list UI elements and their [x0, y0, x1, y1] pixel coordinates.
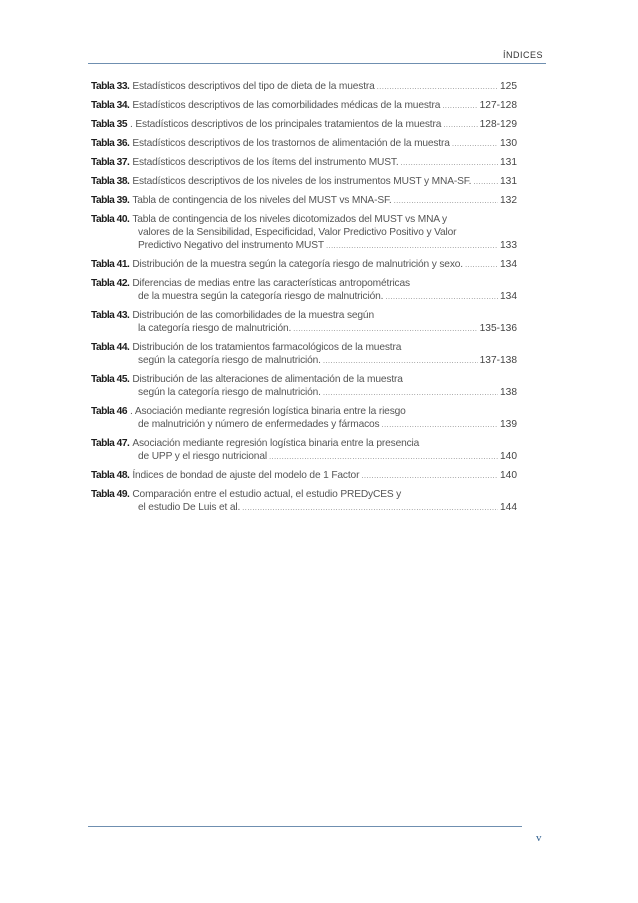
dot-leader — [242, 501, 498, 514]
toc-entry-page: 128-129 — [479, 119, 517, 130]
toc-entry-label: Tabla 49. — [91, 489, 130, 500]
toc-entry-line — [91, 373, 517, 386]
toc-entry[interactable] — [91, 194, 517, 207]
toc-entry[interactable] — [91, 488, 517, 514]
dot-leader — [377, 80, 498, 93]
toc-entry-page: 131 — [500, 157, 517, 168]
toc-entry-line — [91, 156, 517, 169]
toc-entry[interactable] — [91, 277, 517, 303]
toc-entry-page: 140 — [500, 470, 517, 481]
toc-entry-title: Estadísticos descriptivos de los ítems del instrumento MUST. — [132, 157, 399, 168]
toc-entry-line — [91, 80, 517, 93]
dot-leader — [326, 239, 498, 252]
toc-entry-line — [91, 277, 517, 290]
toc-entry-page: 134 — [500, 291, 517, 302]
toc-entry-page: 132 — [500, 195, 517, 206]
dot-leader — [382, 418, 498, 431]
toc-entry-label: Tabla 42. — [91, 278, 130, 289]
toc-entry-line — [91, 99, 517, 112]
toc-entry-title: Asociación mediante regresión logística binaria entre la presencia — [132, 438, 420, 449]
toc-entry-line — [91, 354, 517, 367]
toc-entry-label: Tabla 37. — [91, 157, 130, 168]
toc-entry[interactable] — [91, 99, 517, 112]
toc-entry-label: Tabla 40. — [91, 214, 130, 225]
toc-entry-title: valores de la Sensibilidad, Especificidad, Valor Predictivo Positivo y Valor — [138, 227, 457, 238]
toc-entry-label: Tabla 38. — [91, 176, 130, 187]
dot-leader — [323, 354, 478, 367]
section-header: ÍNDICES — [502, 50, 543, 60]
toc-entry-line — [91, 118, 517, 131]
toc-entry-page: 131 — [500, 176, 517, 187]
toc-entry-title: Estadísticos descriptivos del tipo de dieta de la muestra — [132, 81, 375, 92]
toc-entry-line — [91, 213, 517, 226]
dot-leader — [465, 258, 498, 271]
toc-entry-label: Tabla 35 — [91, 119, 128, 130]
toc-entry[interactable] — [91, 341, 517, 367]
toc-entry-title: de malnutrición y número de enfermedades y fármacos — [138, 419, 380, 430]
dot-leader — [442, 99, 477, 112]
toc-entry-title: de la muestra según la categoría riesgo de malnutrición. — [138, 291, 384, 302]
toc-entry-title: Tabla de contingencia de los niveles dicotomizados del MUST vs MNA y — [132, 214, 447, 225]
dot-leader — [385, 290, 498, 303]
toc-entry-label: Tabla 45. — [91, 374, 130, 385]
toc-entry[interactable] — [91, 258, 517, 271]
dot-leader — [361, 469, 498, 482]
toc-entry[interactable] — [91, 137, 517, 150]
toc-entry-page: 138 — [500, 387, 517, 398]
toc-entry-title: Distribución de las comorbilidades de la muestra según — [132, 310, 374, 321]
toc-entry-title: Distribución de las alteraciones de alimentación de la muestra — [132, 374, 403, 385]
toc-entry-line — [91, 309, 517, 322]
toc-entry-label: Tabla 41. — [91, 259, 130, 270]
header-divider — [88, 63, 546, 64]
toc-entry-line — [91, 437, 517, 450]
toc-entry[interactable] — [91, 118, 517, 131]
dot-leader — [323, 386, 498, 399]
toc-entry-title: Estadísticos descriptivos de las comorbilidades médicas de la muestra — [132, 100, 441, 111]
toc-entry-line — [91, 175, 517, 188]
toc-entry-line — [91, 450, 517, 463]
toc-entry-title: la categoría riesgo de malnutrición. — [138, 323, 292, 334]
toc-entry-title: Predictivo Negativo del instrumento MUST — [138, 240, 324, 251]
dot-leader — [473, 175, 498, 188]
toc-entry-line — [91, 290, 517, 303]
toc-entry[interactable] — [91, 213, 517, 252]
dot-leader — [443, 118, 477, 131]
toc-entry-page: 134 — [500, 259, 517, 270]
toc-entry-title: Tabla de contingencia de los niveles del MUST vs MNA-SF. — [132, 195, 392, 206]
toc-entry-page: 125 — [500, 81, 517, 92]
toc-entry-line — [91, 137, 517, 150]
toc-entry-title: el estudio De Luis et al. — [138, 502, 241, 513]
toc-entry-line — [91, 469, 517, 482]
toc-entry-page: 140 — [500, 451, 517, 462]
toc-entry[interactable] — [91, 309, 517, 335]
toc-entry-title: Comparación entre el estudio actual, el estudio PREDyCES y — [132, 489, 402, 500]
toc-entry-label: Tabla 36. — [91, 138, 130, 149]
toc-entry[interactable] — [91, 469, 517, 482]
toc-entry-title: Distribución de la muestra según la categoría riesgo de malnutrición y sexo. — [132, 259, 463, 270]
toc-entry-label: Tabla 39. — [91, 195, 130, 206]
toc-entry-line — [91, 488, 517, 501]
table-of-contents — [91, 80, 517, 520]
toc-entry-label: Tabla 33. — [91, 81, 130, 92]
toc-entry[interactable] — [91, 175, 517, 188]
toc-entry-title: según la categoría riesgo de malnutrición. — [138, 355, 321, 366]
toc-entry-line — [91, 386, 517, 399]
toc-entry-page: 133 — [500, 240, 517, 251]
page-number: v — [536, 832, 542, 844]
toc-entry-line — [91, 341, 517, 354]
toc-entry-label: Tabla 48. — [91, 470, 130, 481]
toc-entry-label: Tabla 47. — [91, 438, 130, 449]
dot-leader — [394, 194, 498, 207]
dot-leader — [269, 450, 498, 463]
toc-entry-title: de UPP y el riesgo nutricional — [138, 451, 267, 462]
toc-entry[interactable] — [91, 437, 517, 463]
toc-entry-line — [91, 226, 517, 239]
toc-entry[interactable] — [91, 405, 517, 431]
toc-entry-line — [91, 405, 517, 418]
toc-entry-line — [91, 194, 517, 207]
toc-entry-title: Estadísticos descriptivos de los trastornos de alimentación de la muestra — [132, 138, 450, 149]
toc-entry-label: Tabla 43. — [91, 310, 130, 321]
toc-entry[interactable] — [91, 80, 517, 93]
dot-leader — [452, 137, 498, 150]
toc-entry-page: 137-138 — [479, 355, 517, 366]
toc-entry-label: Tabla 44. — [91, 342, 130, 353]
toc-entry-line — [91, 258, 517, 271]
toc-entry-page: 139 — [500, 419, 517, 430]
toc-entry[interactable] — [91, 373, 517, 399]
toc-entry-page: 130 — [500, 138, 517, 149]
toc-entry-line — [91, 239, 517, 252]
toc-entry-label: Tabla 46 — [91, 406, 128, 417]
toc-entry-page: 144 — [500, 502, 517, 513]
toc-entry-page: 127-128 — [479, 100, 517, 111]
toc-entry-title: . Asociación mediante regresión logística binaria entre la riesgo — [130, 406, 406, 417]
toc-entry-title: según la categoría riesgo de malnutrición. — [138, 387, 321, 398]
toc-entry-title: Distribución de los tratamientos farmacológicos de la muestra — [132, 342, 402, 353]
toc-entry-title: . Estadísticos descriptivos de los principales tratamientos de la muestra — [130, 119, 442, 130]
toc-entry-title: Diferencias de medias entre las características antropométricas — [132, 278, 410, 289]
footer-divider — [88, 826, 522, 827]
toc-entry-line — [91, 418, 517, 431]
toc-entry-page: 135-136 — [479, 323, 517, 334]
toc-entry-label: Tabla 34. — [91, 100, 130, 111]
toc-entry-title: Índices de bondad de ajuste del modelo de 1 Factor — [132, 470, 360, 481]
dot-leader — [401, 156, 498, 169]
dot-leader — [293, 322, 477, 335]
toc-entry-line — [91, 501, 517, 514]
toc-entry-title: Estadísticos descriptivos de los niveles de los instrumentos MUST y MNA-SF. — [132, 176, 472, 187]
toc-entry[interactable] — [91, 156, 517, 169]
toc-entry-line — [91, 322, 517, 335]
